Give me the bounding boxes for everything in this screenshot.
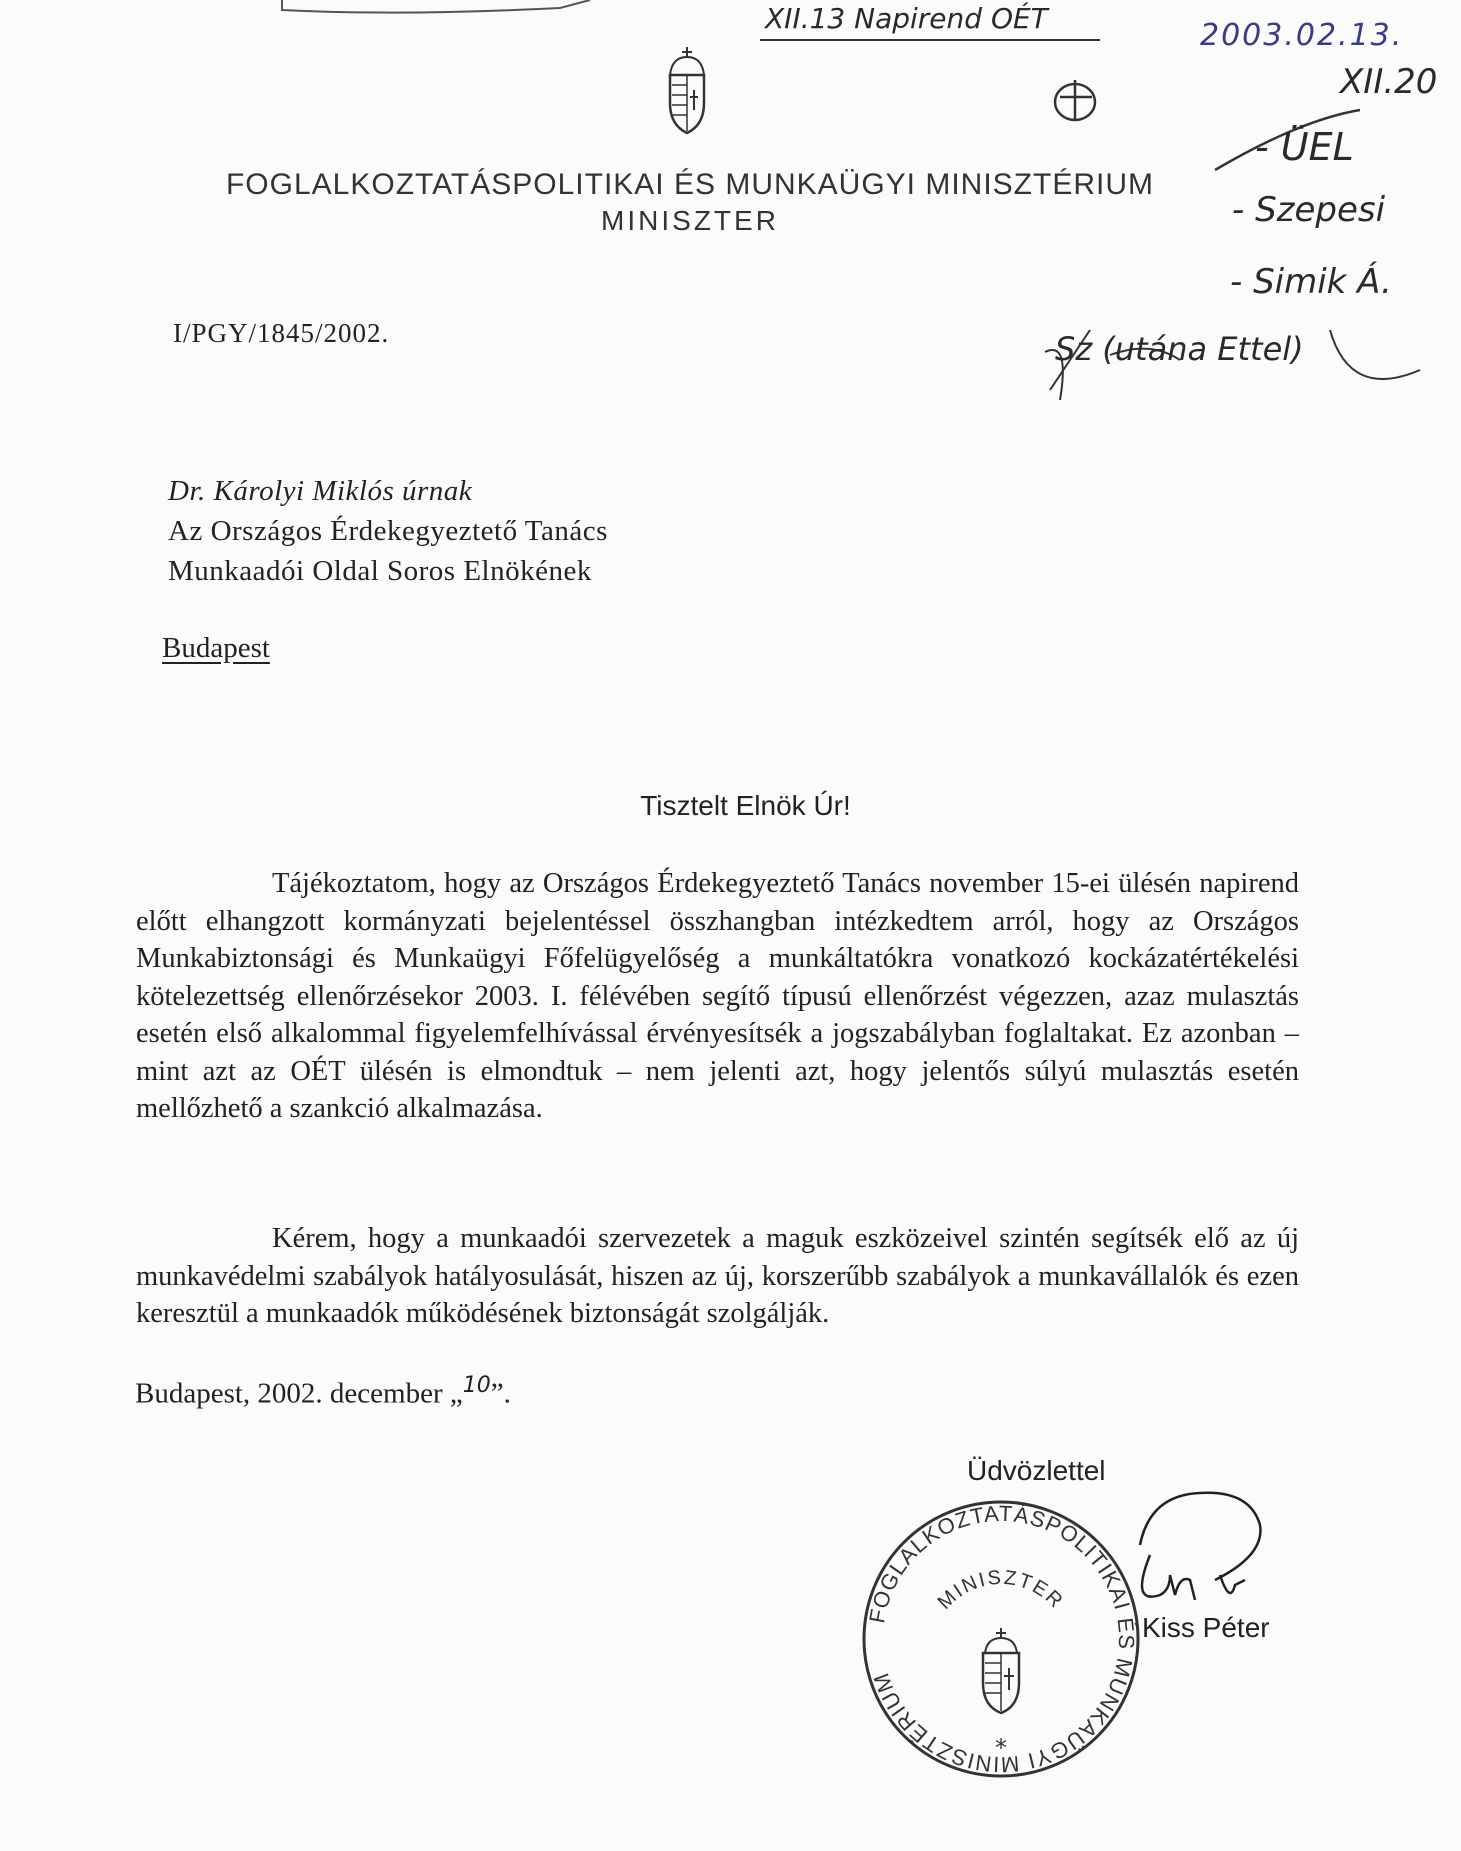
body-paragraph-1: Tájékoztatom, hogy az Országos Érdekegyeztető Tanács november 15-ei ülésén napirend előtt elhangzott kormányzati bejelentéssel összhangban intézkedtem arról, hogy az Országos Munkabiztonsági és Munkaügyi Főfelügyelőség a munkáltatókra vonatkozó kockázatértékelési kötelezettség ellenőrzésekor 2003. I. félévében segítő típusú ellenőrzést végezzen, azaz mulasztás esetén első alkalommal figyelemfelhívással érvényesítsék a jogszabályban foglaltakat. Ez azonban – mint azt az OÉT ülésén is elmondtuk – nem jelenti azt, hogy jelentős súlyú mulasztás esetén mellőzhető a szankció alkalmazása. bbox=[136, 868, 1299, 1124]
svg-text:*: * bbox=[995, 1734, 1007, 1762]
date-prefix: Budapest, 2002. december „ bbox=[135, 1377, 463, 1410]
stamp-inner-text: MINISZTER bbox=[933, 1566, 1068, 1614]
signature-icon bbox=[1120, 1485, 1300, 1615]
handwritten-note-3: - Szepesi bbox=[1232, 190, 1386, 230]
svg-text:MINISZTER bbox=[934, 1567, 1068, 1614]
signer-name: Kiss Péter bbox=[1142, 1612, 1270, 1643]
coat-of-arms-icon bbox=[660, 45, 714, 135]
recipient-line-3: Munkaadói Oldal Soros Elnökének bbox=[168, 555, 592, 587]
handwritten-note-4: - Simik Á. bbox=[1230, 262, 1392, 302]
circled-cross-mark-icon bbox=[1050, 75, 1100, 125]
stamp-text: FOGLALKOZTATÁSPOLITIKAI ÉS MUNKAÜGYI MINISZTÉRIUM bbox=[864, 1500, 1140, 1778]
handwritten-note-5: Sz (utána Ettel) bbox=[1055, 330, 1304, 368]
date-line bbox=[135, 1373, 511, 1411]
stamp-coat-of-arms-icon bbox=[983, 1628, 1019, 1713]
handwritten-note-1: XII.20 bbox=[1340, 62, 1438, 102]
received-date-stamp: 2003.02.13. bbox=[1200, 18, 1404, 53]
body-paragraph-2: Kérem, hogy a munkaadói szervezetek a maguk eszközeivel szintén segítsék elő az új munkavédelmi szabályok hatályosulását, hiszen az új, korszerűbb szabályok a munkavállalók és ezen keresztül a munkaadók működésének biztonságát szolgálják. bbox=[136, 1223, 1299, 1329]
recipient-name: Dr. Károlyi Miklós úrnak bbox=[168, 475, 473, 507]
handwritten-top-note: XII.13 Napirend OÉT bbox=[765, 2, 1048, 35]
official-stamp bbox=[860, 1498, 1142, 1780]
ministry-title: MINISZTER bbox=[601, 205, 779, 236]
closing: Üdvözlettel bbox=[967, 1455, 1106, 1486]
ministry-name: FOGLALKOZTATÁSPOLITIKAI ÉS MUNKAÜGYI MINISZTÉRIUM bbox=[225, 168, 1154, 201]
handwritten-day: 10 bbox=[462, 1373, 491, 1398]
recipient-line-2: Az Országos Érdekegyeztető Tanács bbox=[168, 515, 608, 547]
handwritten-note-2: - ÜEL bbox=[1255, 125, 1354, 169]
recipient-city: Budapest bbox=[162, 632, 270, 664]
date-suffix: ”. bbox=[490, 1377, 511, 1410]
reference-number: I/PGY/1845/2002. bbox=[173, 318, 390, 348]
salutation: Tisztelt Elnök Úr! bbox=[640, 790, 851, 821]
